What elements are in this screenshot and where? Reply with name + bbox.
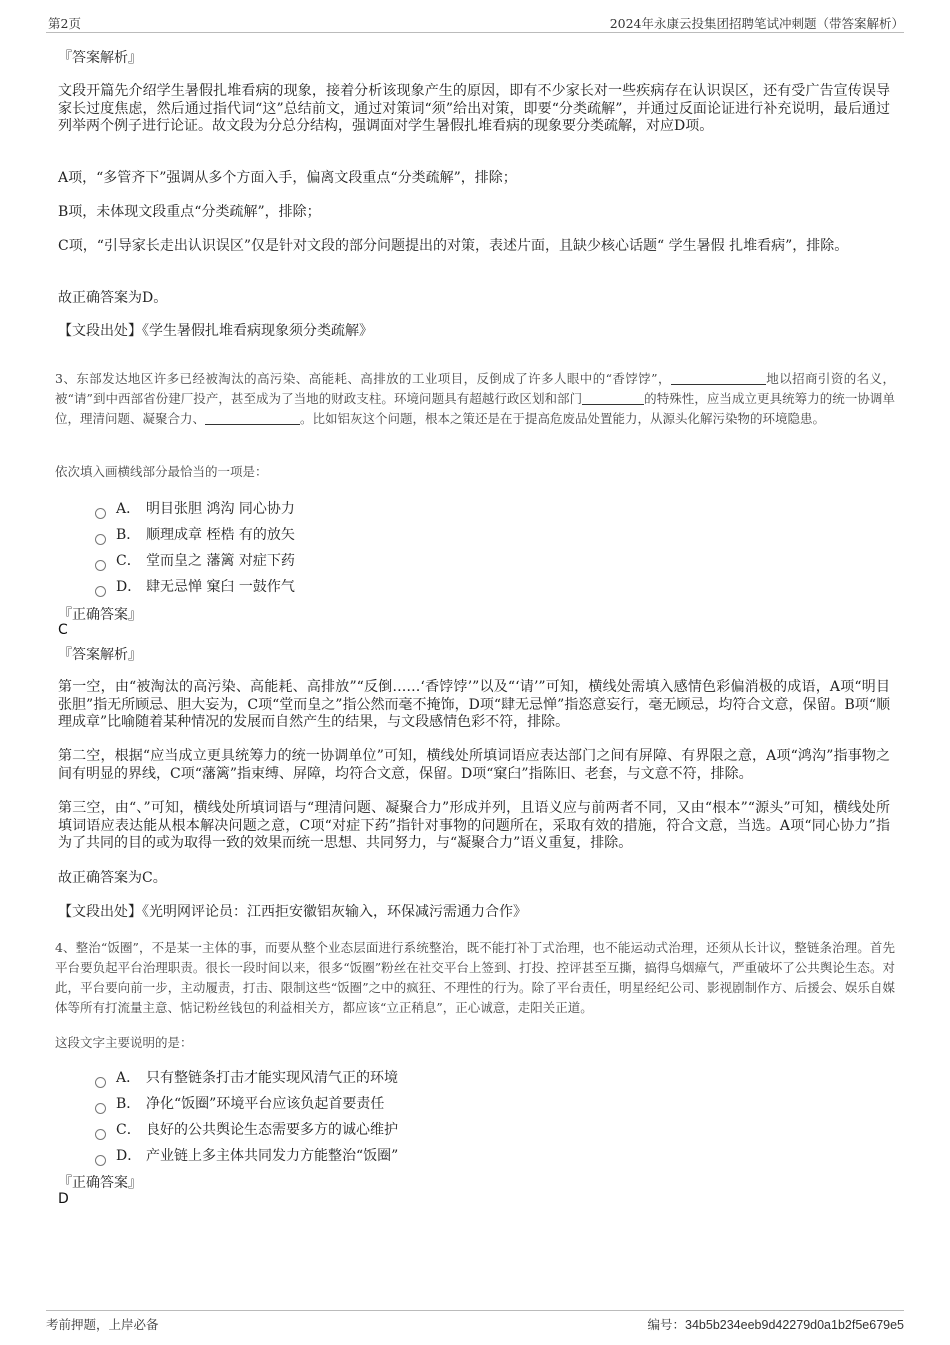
analysis-paragraph: 第二空，根据“应当成立更具统筹力的统一协调单位”可知，横线处所填词语应表达部门之间有屏障、有界限之意，A项“鸿沟”指事物之间有明显的界线，C项“藩篱”指束缚、屏障，均符合文意，保留。D项“窠臼”指陈旧、老套，与文意不符，排除。 (58, 748, 890, 782)
option-c[interactable]: C． 堂而皇之 藩篱 对症下药 (95, 550, 295, 570)
radio-icon[interactable] (95, 1129, 106, 1140)
radio-icon[interactable] (95, 1103, 106, 1114)
source-citation: 【文段出处】《光明网评论员：江西拒安徽铝灰输入，环保减污需通力合作》 (58, 904, 527, 920)
option-a[interactable]: A． 只有整链条打击才能实现风清气正的环境 (95, 1067, 398, 1087)
question-prompt: 依次填入画横线部分最恰当的一项是： (55, 464, 268, 479)
radio-icon[interactable] (95, 1155, 106, 1166)
conclusion: 故正确答案为D。 (58, 290, 168, 306)
analysis-paragraph: C项，“引导家长走出认识误区”仅是针对文段的部分问题提出的对策，表述片面，且缺少核心话题“ 学生暑假 扎堆看病”，排除。 (58, 238, 849, 254)
page-number: 第2页 (48, 16, 81, 31)
page-footer (46, 1310, 904, 1335)
correct-answer: D (58, 1191, 69, 1207)
correct-answer: C (58, 622, 68, 638)
option-a[interactable]: A． 明目张胆 鸿沟 同心协力 (95, 498, 295, 518)
radio-icon[interactable] (95, 1077, 106, 1088)
fill-blank (205, 412, 300, 425)
analysis-paragraph: 第一空，由“被淘汰的高污染、高能耗、高排放”“反倒……‘香饽饽’”以及“‘请’”可知，横线处需填入感情色彩偏消极的成语，A项“明目张胆”指无所顾忌、胆大妄为，C项“堂而皇之”指公然而毫不掩饰，D项“肆无忌惮”指恣意妄行，毫无顾忌，均符合文意，保留。B项“顺理成章”比喻随着某种情况的发展而自然产生的结果，与文段感情色彩不符，排除。 (58, 679, 890, 730)
fill-blank (582, 392, 644, 405)
answer-label: 『正确答案』 (58, 1175, 142, 1191)
option-d[interactable]: D． 产业链上多主体共同发力方能整治“饭圈” (95, 1145, 398, 1165)
question-stem: 4、整治“饭圈”，不是某一主体的事，而要从整个业态层面进行系统整治，既不能打补丁式治理，也不能运动式治理，还须从长计议，整链条治理。首先平台要负起平台治理职责。很长一段时间以来，很多“饭圈”粉丝在社交平台上签到、打投、控评甚至互撕，搞得乌烟瘴气，严重破坏了公共舆论生态。对此，平台要向前一步，主动履责，打击、限制这些“饭圈”之中的疯狂、不理性的行为。除了平台责任，明星经纪公司、影视剧制作方、后援会、娱乐自媒体等所有打流量主意、惦记粉丝钱包的利益相关方，都应该“立正稍息”，正心诚意，走阳关正道。 (55, 940, 895, 1015)
option-b[interactable]: B． 净化“饭圈”环境平台应该负起首要责任 (95, 1093, 384, 1113)
analysis-label: 『答案解析』 (58, 647, 142, 663)
question-prompt: 这段文字主要说明的是： (55, 1035, 193, 1050)
radio-icon[interactable] (95, 586, 106, 597)
option-b[interactable]: B． 顺理成章 桎梏 有的放矢 (95, 524, 295, 544)
document-title: 2024年永康云投集团招聘笔试冲刺题（带答案解析） (609, 16, 904, 31)
radio-icon[interactable] (95, 534, 106, 545)
source-citation: 【文段出处】《学生暑假扎堆看病现象须分类疏解》 (58, 323, 373, 339)
analysis-paragraph: 第三空，由“、”可知，横线处所填词语与“理清问题、凝聚合力”形成并列，且语义应与前两者不同，又由“根本”“源头”可知，横线处所填词语应表达能从根本解决问题之意，C项“对症下药”指针对事物的问题所在，采取有效的措施，符合文意，当选。A项“同心协力”指为了共同的目的或为取得一致的效果而统一思想、共同努力，与“凝聚合力”语义重复，排除。 (58, 800, 890, 851)
question-stem: 3、东部发达地区许多已经被淘汰的高污染、高能耗、高排放的工业项目，反倒成了许多人眼中的“香饽饽”， 地以招商引资的名义，被“请”到中西部省份建厂投产，甚至成为了当地的财政支柱。环境问题具有超越行政区划和部门 的特殊性，应当成立更具统筹力的统一协调单位，理清问题、凝聚合力、 。比如铝灰这个问题，根本之策还是在于提高危废品处置能力，从源头化解污染物的环境隐患。 (55, 371, 895, 426)
page-header (46, 12, 904, 33)
radio-icon[interactable] (95, 508, 106, 519)
document-code: 编号：34b5b234eeb9d42279d0a1b2f5e679e5 (647, 1317, 904, 1332)
analysis-paragraph: B项，未体现文段重点“分类疏解”，排除； (58, 204, 321, 220)
radio-icon[interactable] (95, 560, 106, 571)
footer-slogan: 考前押题，上岸必备 (46, 1317, 159, 1332)
analysis-paragraph: A项，“多管齐下”强调从多个方面入手，偏离文段重点“分类疏解”，排除； (58, 170, 517, 186)
answer-label: 『正确答案』 (58, 607, 142, 623)
option-d[interactable]: D． 肆无忌惮 窠臼 一鼓作气 (95, 576, 295, 596)
fill-blank (671, 372, 766, 385)
analysis-label: 『答案解析』 (58, 50, 142, 66)
conclusion: 故正确答案为C。 (58, 870, 167, 886)
option-c[interactable]: C． 良好的公共舆论生态需要多方的诚心维护 (95, 1119, 398, 1139)
analysis-paragraph: 文段开篇先介绍学生暑假扎堆看病的现象，接着分析该现象产生的原因，即有不少家长对一些疾病存在认识误区，还有受广告宣传误导家长过度焦虑，然后通过指代词“这”总结前文，通过对策词“须”给出对策，即要“分类疏解”，并通过反面论证进行补充说明，最后通过列举两个例子进行论证。故文段为分总分结构，强调面对学生暑假扎堆看病的现象要分类疏解，对应D项。 (58, 83, 890, 134)
